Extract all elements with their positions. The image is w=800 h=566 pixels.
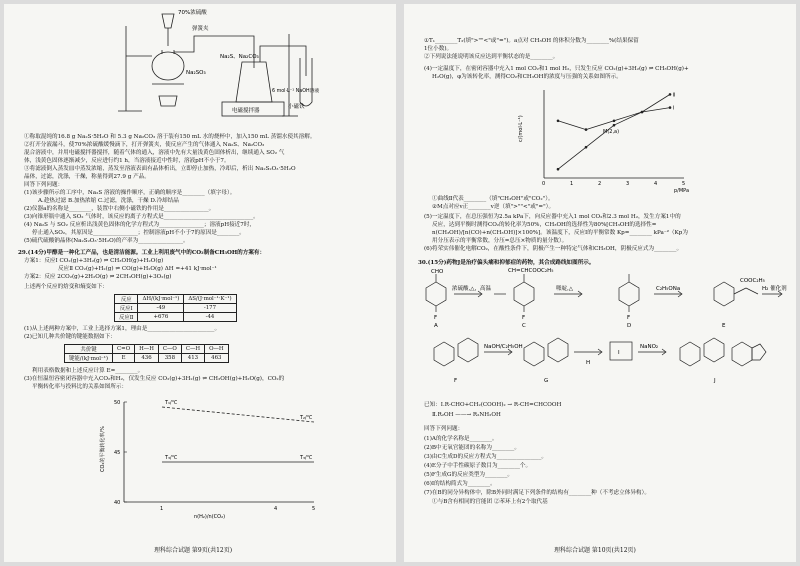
series-label: T₃/℃	[165, 455, 178, 461]
x-tick-label: 3	[626, 181, 630, 187]
table-2-cell: 413	[181, 354, 204, 363]
qa-header: 回答下列问题：	[24, 182, 64, 188]
question-30-2: (2)B中无氧官能团的名称为________。	[424, 445, 520, 451]
question-1: (1)该步骤所示的工序中，Na₂S 溶液的操作顺序，正确的顺序是________（填字母）。	[24, 190, 236, 196]
reagent-4: H₂ 催化剂	[762, 286, 787, 292]
mol-g: G	[544, 378, 549, 384]
mol-j: J	[714, 378, 716, 384]
table-2-header: H—H	[135, 345, 159, 354]
table-1-cell: -177	[184, 304, 236, 313]
right-page	[404, 4, 796, 562]
data-point	[557, 168, 560, 171]
y-axis-label: CO₂的平衡转化率/%	[100, 426, 106, 472]
mol-e-cooch: COOC₂H₅	[740, 278, 765, 284]
mol-d-f: F	[627, 315, 631, 321]
label-magnet: 小磁铁	[288, 104, 305, 110]
series-end-label: T₂/℃	[300, 415, 313, 421]
known-1: 已知：Ⅰ.R-CHO+CH₂(COOH)₂ → R-CH=CHCOOH	[424, 402, 562, 408]
table-1-header: 反应	[115, 295, 138, 304]
table-1-cell: -49	[138, 304, 184, 313]
r-question-1: ①T₁________T₂(填">""<"或"=")。a点对 CH₃OH 的体积分数为________%(结果保留	[424, 38, 639, 44]
mol-a: A	[434, 323, 438, 329]
x-axis-label: p/MPa	[674, 188, 690, 194]
r-question-5c: n(CH₃OH)/[n(CO)+n(CH₃OH)]×100%]。该温度下，反应Ⅰ的平衡常数 Kp=________ kPa⁻²（Kp为	[432, 230, 688, 236]
label-acid: 70%浓硫酸	[178, 10, 207, 16]
r-question-5: (5)一定温度下，在总压强恒为2.5a kPa下，向反应器中充入1 mol CO₂和2.3 mol H₂，发生方案1中的	[424, 214, 681, 220]
question-2: (2)仪器a的名称是________，装置中右侧小磁铁的作用是________________。	[24, 206, 215, 212]
x-tick-label: 5	[682, 181, 686, 187]
question-30-7: (7)在B的同分异构体中，除B外同时满足下列条件的结构有________种（不考虑立体异构）。	[424, 490, 650, 496]
data-point	[585, 128, 588, 131]
r-question-1b: 1位小数)。	[424, 46, 453, 52]
table-1-header: ΔH/(kJ·mol⁻¹)	[138, 295, 184, 304]
table-1-intro: 上述两个反应的焓变和熵变如下：	[24, 284, 108, 290]
data-point	[641, 111, 644, 114]
table-1-cell: 反应Ⅰ	[115, 304, 138, 313]
question-30-6: (6)I的结构简式为________。	[424, 481, 496, 487]
question-29-2: (2)已知几种共价键的键能数据如下：	[24, 334, 116, 340]
x-tick-label: 4	[654, 181, 658, 187]
right-footer: 理科综合试题 第10页(共12页)	[554, 547, 636, 554]
pressure-chart	[514, 82, 704, 194]
point-label: M(2,a)	[603, 129, 620, 136]
x-axis-label: n(H₂)/n(CO₂)	[194, 514, 226, 520]
reagent-6: NaNO₂	[640, 344, 659, 350]
question-1-options: A.趁热过滤 B.加热浓缩 C.过滤，洗涤，干燥 D.冷却结晶	[38, 198, 179, 204]
r-question-5b: 反应，达到平衡时测得CO₂的转化率为50%，CH₃OH的选择性为80%[CH₃OH的选择性=	[432, 222, 657, 228]
table-2-cell: 键能/(kJ·mol⁻¹)	[65, 354, 113, 363]
question-4: (4) Na₂S 与 SO₂ 反应析出浅黄色固体的化学方程式为________________；溶液pH接近7时，	[24, 222, 256, 228]
synthesis-route	[414, 266, 789, 396]
left-footer: 理科综合试题 第9页(共12页)	[154, 547, 233, 554]
series-line	[162, 407, 314, 422]
question-30-5: (5)F生成G的反应类型为________。	[424, 472, 513, 478]
label-na2so3: Na₂SO₃	[186, 70, 206, 76]
step-2b: 混合溶液中，并用电磁搅拌器搅拌，随着气体的通入，溶液中先有大量浅黄色固体析出，继续通入 SO₂ 气	[24, 150, 285, 156]
table-2-header: 共价键	[65, 345, 113, 354]
known-2: Ⅱ.R₂OH ——→ R₂NH₂OH	[432, 412, 501, 418]
reagent-5: NaOH/C₂H₅OH	[484, 344, 523, 350]
mol-c-f: F	[522, 315, 526, 321]
question-29-heading: 29.(14分)甲醇是一种化工产品，也是清洁能源。工业上利用废气中的CO₂制备CH₃OH的方案有：	[18, 250, 266, 256]
r-question-4b: H₂O(g)，φ为该转化率，测得CO₂和CH₃OH的浓度与压强的关系如图所示。	[432, 74, 622, 80]
x-tick-label: 1	[570, 181, 574, 187]
table-2-cell: E	[113, 354, 135, 363]
mol-i: I	[618, 350, 620, 356]
apparatus-diagram	[44, 6, 344, 134]
enthalpy-table	[114, 294, 237, 322]
label-stirrer: 电磁搅拌器	[232, 108, 260, 114]
data-point	[613, 120, 616, 123]
table-2-cell: 436	[135, 354, 159, 363]
reagent-2: 哌啶,△	[556, 286, 573, 292]
label-naoh: 6 mol·L⁻¹ NaOH溶液	[272, 89, 320, 94]
label-mixture: Na₂S、Na₂CO₃	[220, 54, 259, 60]
mol-h: H	[586, 360, 591, 366]
question-29-3: (3)在恒温恒容密闭容器中充入CO₂和H₂，仅发生反应 CO₂(g)+3H₂(g) ⇌ CH₃OH(g)+H₂O(g)，CO₂的	[24, 376, 285, 382]
series-label: Ⅰ	[673, 105, 675, 112]
r-question-6: (6)将荣实伟催化电解CO₂，在酸性条件下，阴极产生一种特定气体和CH₃OH，阴极反应式为________。	[424, 246, 683, 252]
table-1-cell: +676	[138, 313, 184, 322]
bond-energy-table	[64, 344, 229, 363]
table-2-header: C—O	[158, 345, 181, 354]
question-29-1: (1)从上述两种方案中，工业上选择方案1，理由是________________________。	[24, 326, 221, 332]
step-2: ②打开分液漏斗，使70%浓硫酸缓慢滴下，打开弹簧夹，使反应产生的气体通入 Na₂S、Na₂CO₃	[24, 142, 265, 148]
data-point	[669, 93, 672, 96]
data-point	[585, 146, 588, 149]
data-point	[669, 106, 672, 109]
mol-a-f: F	[434, 315, 438, 321]
question-3: (3)向锥形瓶中通入 SO₂ 气体时，该反应的离子方程式是________________________________。	[24, 214, 259, 220]
table-1-header: ΔS/(J·mol⁻¹·K⁻¹)	[184, 295, 236, 304]
r-question-5d: 用分压表示的平衡常数，分压=总压×物质的量分数）。	[432, 238, 568, 244]
conversion-chart	[54, 392, 354, 522]
question-30-1: (1)A的化学名称是________。	[424, 436, 498, 442]
table-2-header: C—H	[181, 345, 204, 354]
x-tick-label: 1	[160, 506, 164, 512]
plan-1: 方案1：反应Ⅰ CO₂(g)+3H₂(g) ⇌ CH₃OH(g)+H₂O(g)	[24, 258, 164, 264]
reagent-3: C₂H₅ONa	[656, 286, 681, 292]
mol-c-ester: CH=CHCOOC₂H₅	[508, 268, 554, 274]
y-axis-label: c/(mol·L⁻¹)	[518, 115, 524, 142]
mol-e: E	[722, 323, 726, 329]
r-question-2: ②下列说法能说明该反应达到平衡状态的是________。	[424, 54, 559, 60]
label-clamp: 弹簧夹	[192, 26, 209, 32]
table-2-header: O—H	[205, 345, 229, 354]
x-tick-label: 0	[542, 181, 546, 187]
question-30-heading: 30.(15分)药物J是治疗偏头痛和抑郁症的药物，其合成路线如图所示。	[418, 260, 595, 266]
table-2-cell: 358	[158, 354, 181, 363]
step-2c: 体，浅黄色固体逐渐减少，反应进行约1 h，当溶液接近中性时，溶液pH不小于7。	[24, 158, 230, 164]
mol-c: C	[522, 323, 526, 329]
data-point	[557, 120, 560, 123]
mol-cho: CHO	[431, 269, 444, 275]
question-30-4: (4)E分子中手性碳原子数目为________个。	[424, 463, 532, 469]
series-end-label: T₃/℃	[300, 455, 313, 461]
step-3b: 晶体，过滤，洗涤，干燥，称量得到27.9 g 产品。	[24, 174, 150, 180]
x-tick-label: 2	[598, 181, 602, 187]
mol-f: F	[454, 378, 458, 384]
x-tick-label: 4	[274, 506, 278, 512]
x-tick-label: 5	[312, 506, 316, 512]
y-tick-label: 40	[114, 500, 121, 506]
question-29-3b: 平衡转化率与投料比的关系如图所示：	[32, 384, 128, 390]
plan-1b: 反应Ⅱ CO₂(g)+H₂(g) ⇌ CO(g)+H₂O(g) ΔH =+41 kJ·mol⁻¹	[58, 266, 217, 272]
step-1: ①称取混纯的16.8 g Na₂S·5H₂O 和 5.3 g Na₂CO₃ 溶于装有150 mL 水的烧杯中，加入150 mL 蒸馏水使其溶解。	[24, 134, 316, 140]
question-5: (5)硫代硫酸钠晶体(Na₂S₂O₃·5H₂O)的产率为________________。	[24, 238, 189, 244]
table-2-header: C=O	[113, 345, 135, 354]
series-label: Ⅱ	[673, 92, 676, 99]
question-4b: 停止通入SO₂，其原因是________________；控制溶液pH不小于7的原因是________。	[32, 230, 245, 236]
mol-d: D	[627, 323, 632, 329]
table-2-cell: 463	[205, 354, 229, 363]
r-question-4: (4)一定温度下，在密闭容器中充入1 mol CO₂和1 mol H₂，只发生反应 CO₂(g)+3H₂(g) ⇌ CH₃OH(g)+	[424, 66, 689, 72]
y-tick-label: 50	[114, 400, 121, 406]
y-tick-label: 45	[114, 450, 121, 456]
question-29-2b: 利用表格数据和上述反应计算 E=________。	[32, 368, 144, 374]
question-30-3: (3)由C生成D的反应方程式为________________。	[424, 454, 547, 460]
r-question-4-1: ①曲线Ⅱ代表________（填"CH₃OH"或"CO₂"）。	[432, 196, 554, 202]
reagent-1: 浓硫酸,△，高温	[452, 286, 491, 292]
left-page	[4, 4, 396, 562]
step-3: ③将滤液倒入蒸发皿中蒸发浓缩，蒸发至溶液表面有晶体析出，立即停止加热，冷却后，析出 Na₂S₂O₃·5H₂O	[24, 166, 296, 172]
qa-header-30: 回答下列问题：	[424, 426, 464, 432]
table-1-cell: -44	[184, 313, 236, 322]
question-30-7b: ①与B含有相同的官能团 ②苯环上有2个取代基	[432, 499, 548, 505]
table-1-cell: 反应Ⅱ	[115, 313, 138, 322]
series-label: T₁/℃	[165, 400, 178, 406]
data-point	[613, 124, 616, 127]
plan-2: 方案2：反应 2CO₂(g)+2H₂O(g) ⇌ 2CH₃OH(g)+3O₂(g)	[24, 274, 172, 280]
r-question-4-2: ②M点对应v正________v逆（填">""<"或"="）。	[432, 204, 555, 210]
